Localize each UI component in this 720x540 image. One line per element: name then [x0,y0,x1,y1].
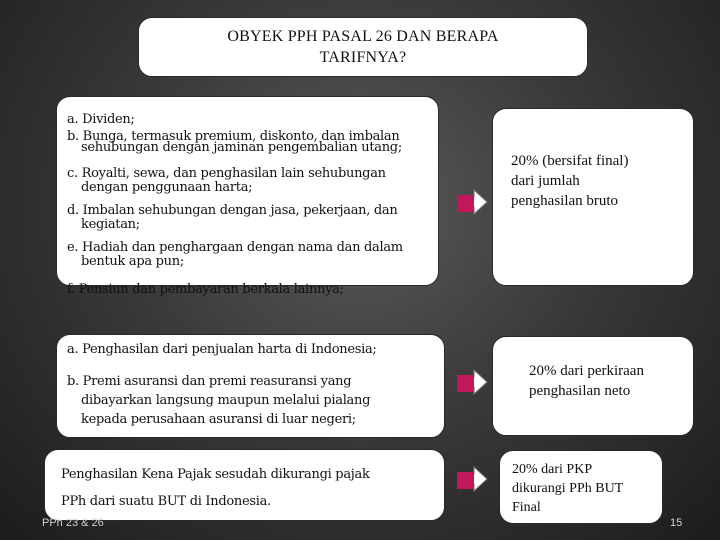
group3-result-box [499,450,663,524]
result-text: dari jumlah [511,173,580,189]
title-line-1: OBYEK PPH PASAL 26 DAN BERAPA [227,28,499,45]
title-line-2: TARIFNYA? [319,49,407,66]
arrow-block [457,375,474,392]
list-item: a. Dividen; [67,112,135,127]
title-box [138,17,588,77]
list-item: PPh dari suatu BUT di Indonesia. [61,494,271,509]
group2-result-box [492,336,694,436]
list-item: c. Royalti, sewa, dan penghasilan lain sehubungan dengan penggunaan harta; [67,166,386,195]
result-text: 20% (bersifat final) [511,153,629,169]
list-item: b. Bunga, termasuk premium, diskonto, dan imbalan sehubungan dengan jaminan pengembalian utang; [67,129,402,155]
group3-list-box [44,449,445,521]
list-item: d. Imbalan sehubungan dengan jasa, pekerjaan, dan kegiatan; [67,203,398,232]
arrow-right-icon [456,466,490,492]
result-text: Final [512,500,541,515]
footer-text: PPh 23 & 26 [42,517,104,529]
arrow-block [457,472,474,489]
page-number: 15 [670,517,683,529]
page-title [227,26,498,68]
arrow-block [457,195,474,212]
list-item: Penghasilan Kena Pajak sesudah dikurangi pajak [61,467,370,482]
result-text: penghasilan bruto [511,193,619,209]
result-text: 20% dari PKP [512,462,593,477]
result-text: dikurangi PPh BUT [512,481,624,496]
list-item: f. Pensiun dan pembayaran berkala lainnya; [67,282,344,297]
result-text: 20% dari perkiraan [529,363,644,379]
list-item: a. Penghasilan dari penjualan harta di Indonesia; [67,342,377,357]
arrow-right-icon [456,369,490,395]
list-item: e. Hadiah dan penghargaan dengan nama dan dalam bentuk apa pun; [67,240,403,269]
result-text: penghasilan neto [529,383,631,399]
arrow-right-icon [456,189,490,215]
list-item: b. Premi asuransi dan premi reasuransi yang dibayarkan langsung maupun melalui pialang kepada perusahaan asuransi di luar negeri; [67,374,371,427]
group1-result-box [492,108,694,286]
